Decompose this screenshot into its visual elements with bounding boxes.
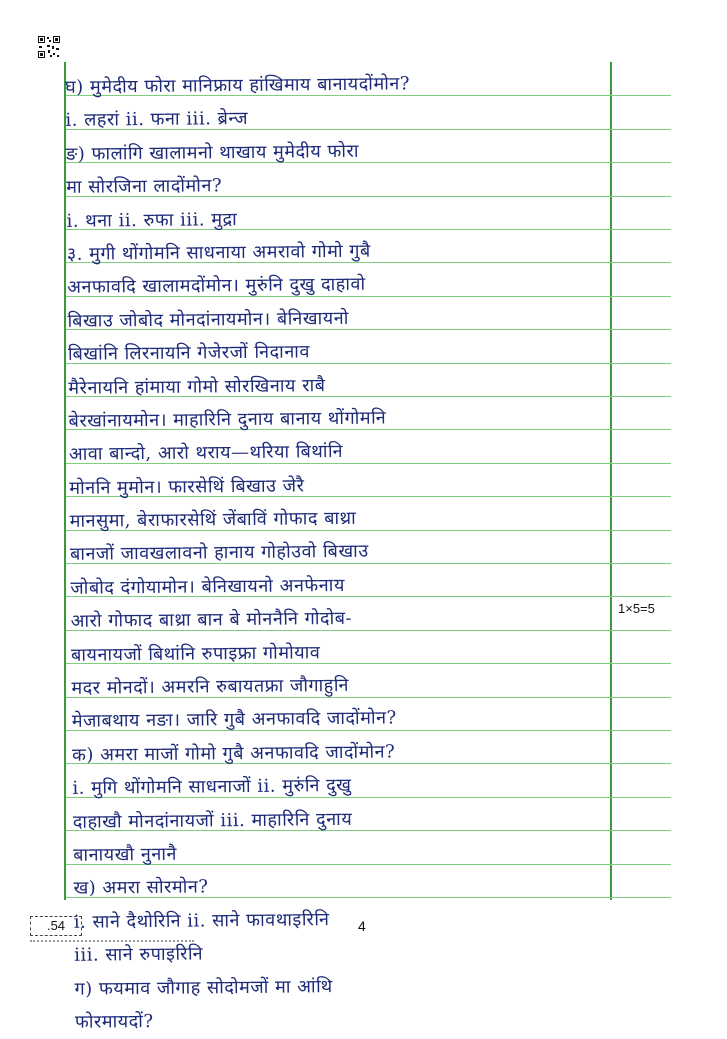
handwritten-answer — [65, 65, 615, 1039]
answer-line: बानायखौ नुनानै — [73, 843, 178, 866]
answer-line: अनफावदि खालामदोंमोन। मुरुंनि दुखु दाहावो — [67, 274, 366, 299]
answer-line: i. साने दैथोरिनि ii. साने फावथाइरिनि — [73, 908, 330, 933]
answer-line: मा सोरजिना लादोंमोन? — [66, 175, 223, 199]
qr-code-icon — [38, 36, 60, 58]
answer-line: ख) अमरा सोरमोन? — [73, 876, 209, 900]
answer-line: बानजों जावखलावनो हानाय गोहोउवो बिखाउ — [69, 541, 369, 566]
answer-line: बिखाउ जोबोद मोनदांनायमोन। बेनिखायनो — [67, 307, 349, 332]
answer-line: i. लहरां ii. फना iii. ब्रेन्ज — [65, 108, 249, 132]
marks-allocation: 1×5=5 — [618, 601, 655, 616]
answer-line: ङ) फालांगि खालामनो थाखाय मुमेदीय फोरा — [65, 140, 360, 165]
answer-line: फोरमायदों? — [74, 1010, 154, 1033]
answer-line: मोननि मुमोन। फारसेथिं बिखाउ जेरै — [69, 475, 305, 499]
answer-line: iii. साने रुपाइरिनि — [74, 943, 204, 966]
answer-line: ३. मुगी थोंगोमनि साधनाया अमरावो गोमो गुबै — [66, 240, 371, 265]
answer-line: मैरेनायनि हांमाया गोमो सोरखिनाय राबै — [68, 374, 326, 399]
answer-line: ग) फयमाव जौगाह सोदोमजों मा आंथि — [74, 975, 333, 1000]
answer-line: बायनायजों बिथांनि रुपाइफ्रा गोमोयाव — [70, 641, 321, 666]
answer-line: मेजाबथाय नङा। जारि गुबै अनफावदि जादोंमोन? — [71, 707, 397, 733]
answer-line: जोबोद दंगोयामोन। बेनिखायनो अनफेनाय — [70, 574, 345, 599]
answer-line: मानसुमा, बेराफारसेथिं जेंबाविं गोफाद बाथ्रा — [69, 507, 357, 532]
answer-line: आरो गोफाद बाथ्रा बान बे मोननैनि गोदोब- — [70, 608, 353, 633]
page-code: .54 — [30, 916, 82, 936]
page-number: 4 — [358, 918, 366, 934]
answer-line: मदर मोनदों। अमरनि रुबायतफ्रा जौगाहुनि — [71, 674, 350, 699]
answer-line: बिखांनि लिरनायनि गेजेरजों निदानाव — [67, 341, 311, 365]
answer-line: क) अमरा माजों गोमो गुबै अनफावदि जादोंमोन? — [72, 741, 396, 766]
answer-line: घ) मुमेदीय फोरा मानिफ्राय हांखिमाय बानायदोंमोन? — [65, 73, 411, 98]
answer-line: आवा बान्दो, आरो थराय—थरिया बिथांनि — [68, 441, 344, 466]
answer-line: दाहाखौ मोनदांनायजों iii. माहारिनि दुनाय — [72, 808, 353, 833]
answer-line: i. थना ii. रुफा iii. मुद्रा — [66, 208, 238, 232]
answer-line: i. मुगि थोंगोमनि साधनाजों ii. मुरुंनि दुखु — [72, 775, 352, 800]
footer-dotted-line — [30, 940, 194, 942]
answer-line: बेरखांनायमोन। माहारिनि दुनाय बानाय थोंगोमनि — [68, 407, 387, 432]
